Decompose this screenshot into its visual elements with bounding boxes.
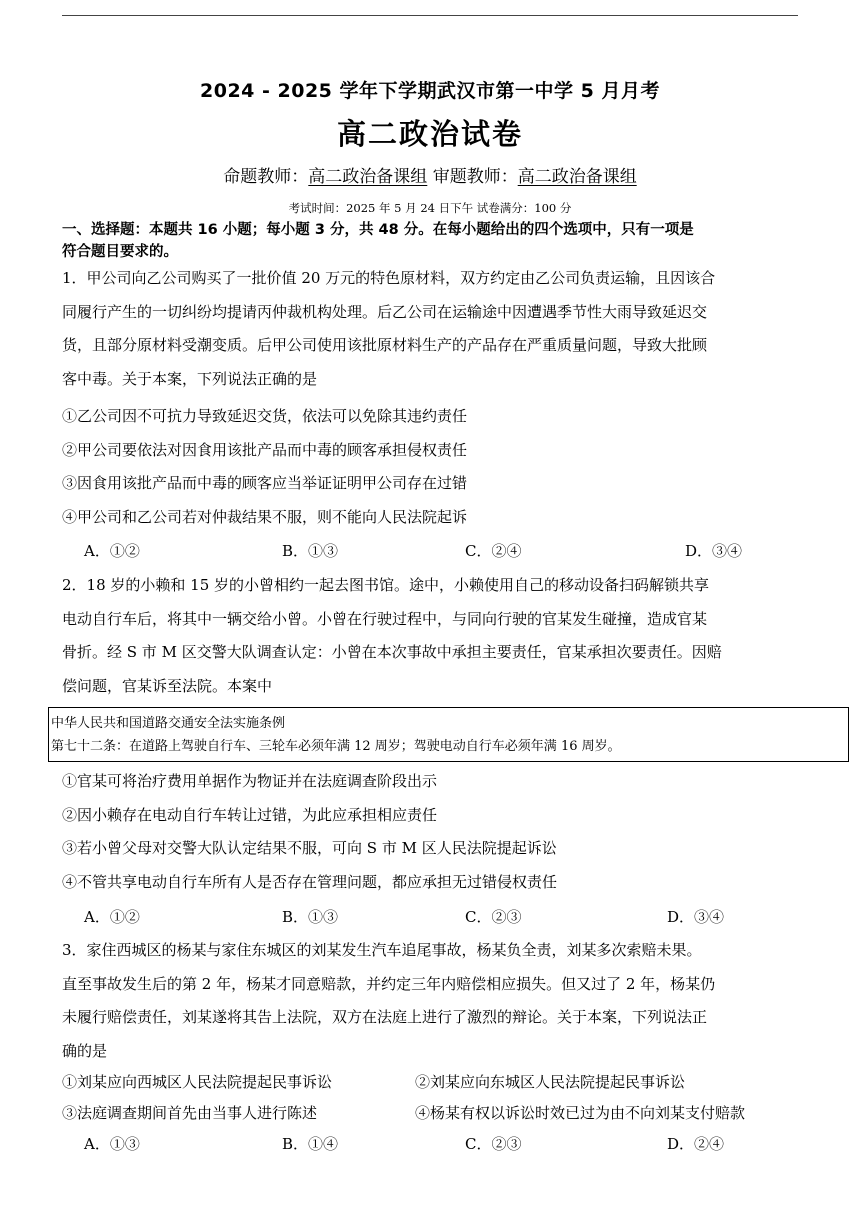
option-a[interactable]: A．①③ bbox=[84, 1135, 140, 1153]
option-a[interactable]: A．①② bbox=[84, 908, 140, 926]
option-d[interactable]: D．②④ bbox=[667, 1135, 725, 1153]
statement: ①乙公司因不可抗力导致延迟交货，依法可以免除其违约责任 bbox=[62, 407, 468, 425]
stem-line: 2．18 岁的小赖和 15 岁的小曾相约一起去图书馆。途中，小赖使用自己的移动设备扫码解锁共享 bbox=[62, 576, 710, 594]
option-b[interactable]: B．①③ bbox=[282, 542, 339, 560]
stem-line: 1．甲公司向乙公司购买了一批价值 20 万元的特色原材料，双方约定由乙公司负责运输，且因该合 bbox=[62, 269, 716, 287]
stem-line: 货，且部分原材料受潮变质。后甲公司使用该批原材料生产的产品存在严重质量问题，导致大批顾 bbox=[62, 336, 708, 354]
exam-header-line: 2024 - 2025 学年下学期武汉市第一中学 5 月月考 bbox=[200, 80, 660, 102]
option-c[interactable]: C．②③ bbox=[465, 908, 522, 926]
option-c[interactable]: C．②③ bbox=[465, 1135, 522, 1153]
question-1-statements bbox=[62, 400, 802, 534]
teachers-line bbox=[0, 162, 860, 187]
section-title-line: 一、选择题：本题共 16 小题；每小题 3 分，共 48 分。在每小题给出的四个选项中，只有一项是 bbox=[62, 222, 694, 238]
stem-line: 电动自行车后，将其中一辆交给小曾。小曾在行驶过程中，与同向行驶的官某发生碰撞，造成官某 bbox=[62, 609, 708, 628]
option-d[interactable]: D．③④ bbox=[667, 908, 725, 926]
question-3-options bbox=[62, 1133, 802, 1163]
law-excerpt-box bbox=[48, 707, 849, 762]
statement: ④杨某有权以诉讼时效已过为由不向刘某支付赔款 bbox=[415, 1104, 746, 1122]
statement: ①官某可将治疗费用单据作为物证并在法庭调查阶段出示 bbox=[62, 772, 438, 790]
question-2-statements bbox=[62, 765, 802, 899]
option-a[interactable]: A．①② bbox=[84, 542, 140, 560]
exam-title: 高二政治试卷 bbox=[336, 117, 523, 151]
stem-line: 骨折。经 S 市 M 区交警大队调查认定：小曾在本次事故中承担主要责任，官某承担次要责任。因赔 bbox=[62, 643, 722, 661]
statement: ①刘某应向西城区人民法院提起民事诉讼 bbox=[62, 1073, 333, 1091]
statement: ②因小赖存在电动自行车转让过错，为此应承担相应责任 bbox=[62, 805, 438, 824]
reviewer-name: 高二政治备课组 bbox=[517, 167, 637, 187]
top-rule bbox=[62, 15, 798, 16]
question-3-stem bbox=[62, 934, 802, 1068]
statement: ④不管共享电动自行车所有人是否存在管理问题，都应承担无过错侵权责任 bbox=[62, 872, 558, 891]
stem-line: 未履行赔偿责任，刘某遂将其告上法院，双方在法庭上进行了激烈的辩论。关于本案，下列说法正 bbox=[62, 1008, 708, 1026]
option-b[interactable]: B．①④ bbox=[282, 1135, 339, 1153]
statement: ②刘某应向东城区人民法院提起民事诉讼 bbox=[415, 1073, 686, 1091]
stem-line: 客中毒。关于本案，下列说法正确的是 bbox=[62, 369, 318, 388]
reviewer-label: 审题教师： bbox=[432, 167, 518, 187]
stem-line: 确的是 bbox=[62, 1041, 108, 1060]
statement: ④甲公司和乙公司若对仲裁结果不服，则不能向人民法院起诉 bbox=[62, 507, 468, 526]
statement: ③法庭调查期间首先由当事人进行陈述 bbox=[62, 1104, 318, 1122]
option-d[interactable]: D．③④ bbox=[685, 542, 743, 560]
proposer-name: 高二政治备课组 bbox=[308, 167, 428, 187]
stem-line: 同履行产生的一切纠纷均提请丙仲裁机构处理。后乙公司在运输途中因遭遇季节性大雨导致延迟交 bbox=[62, 302, 708, 321]
section-title bbox=[62, 219, 802, 263]
stem-line: 偿问题，官某诉至法院。本案中 bbox=[62, 676, 273, 695]
statement: ③若小曾父母对交警大队认定结果不服，可向 S 市 M 区人民法院提起诉讼 bbox=[62, 839, 557, 857]
option-b[interactable]: B．①③ bbox=[282, 908, 339, 926]
exam-info: 考试时间：2025 年 5 月 24 日下午 试卷满分：100 分 bbox=[288, 201, 572, 215]
question-2-stem bbox=[62, 569, 802, 703]
law-title: 中华人民共和国道路交通安全法实施条例 bbox=[51, 716, 286, 731]
question-2-options bbox=[62, 906, 802, 936]
question-1-stem bbox=[62, 262, 802, 396]
proposer-label: 命题教师： bbox=[223, 167, 309, 187]
option-c[interactable]: C．②④ bbox=[465, 542, 522, 560]
statement: ②甲公司要依法对因食用该批产品而中毒的顾客承担侵权责任 bbox=[62, 440, 468, 459]
law-text: 第七十二条：在道路上驾驶自行车、三轮车必须年满 12 周岁；驾驶电动自行车必须年满 16 周岁。 bbox=[51, 739, 621, 754]
stem-line: 直至事故发生后的第 2 年，杨某才同意赔款，并约定三年内赔偿相应损失。但又过了 2 年，杨某仍 bbox=[62, 974, 716, 993]
stem-line: 3．家住西城区的杨某与家住东城区的刘某发生汽车追尾事故，杨某负全责，刘某多次索赔未果。 bbox=[62, 941, 702, 959]
question-1-options bbox=[62, 540, 802, 570]
statement: ③因食用该批产品而中毒的顾客应当举证证明甲公司存在过错 bbox=[62, 474, 468, 492]
section-title-line: 符合题目要求的。 bbox=[62, 244, 178, 260]
